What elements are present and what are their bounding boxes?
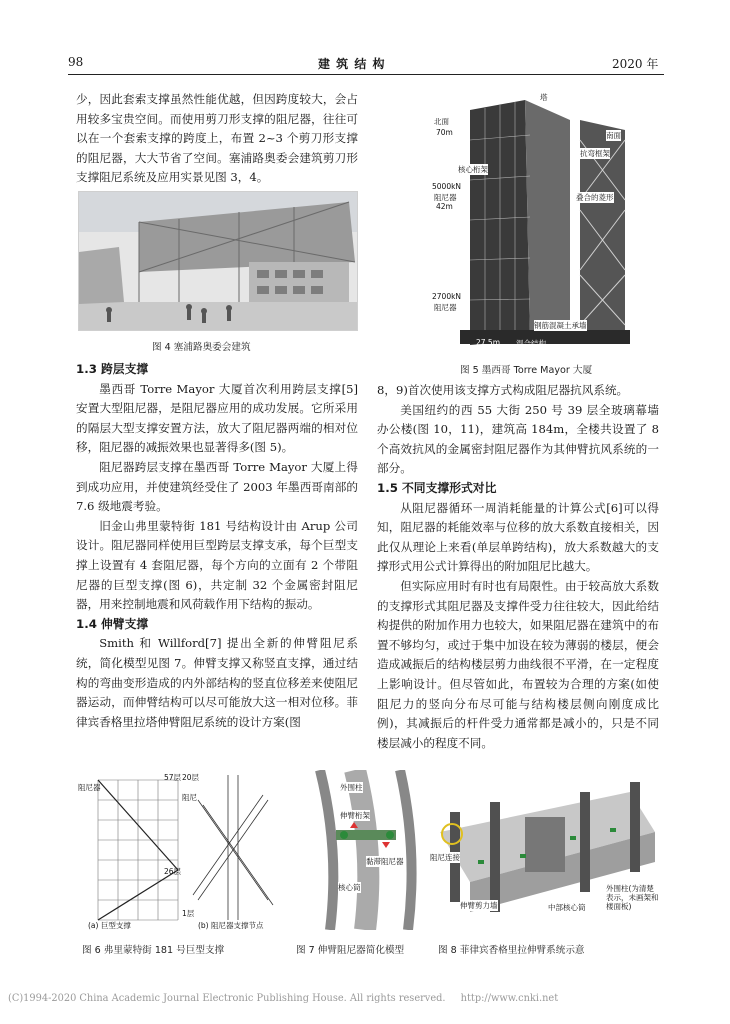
fig7-label-damper: 黏滞阻尼器 bbox=[366, 857, 404, 866]
fig6-subcaption-a: (a) 巨型支撑 bbox=[88, 921, 131, 930]
header-rule bbox=[68, 74, 664, 75]
outrigger-model-drawing bbox=[300, 770, 424, 930]
intro-paragraph: 少，因此套索支撑虽然性能优越，但因跨度较大，会占用较多宝贵空间。而使用剪刀形支撑的阻尼器，往往可以在一个套索支撑的跨度上，布置 2~3 个剪刀形支撑的阻尼器，大大节省了空间。塞浦路奥委会建筑剪刀形支撑阻尼系统及应用实景见图 3，4。 bbox=[76, 92, 358, 185]
copyright-footer bbox=[8, 993, 558, 1004]
fig6-label-57f: 57层 bbox=[164, 773, 182, 782]
figure-5-caption: 图 5 墨西哥 Torre Mayor 大厦 bbox=[460, 365, 593, 376]
building-photo bbox=[79, 192, 357, 330]
section-1-4-title: 1.4 伸臂支撑 bbox=[76, 616, 149, 631]
fig8-label-outrigger-wall: 伸臂剪力墙 bbox=[460, 901, 498, 910]
fig6-label-20f: 20层 bbox=[182, 773, 200, 782]
fig5-label-diamond: 叠合的菱形 bbox=[576, 193, 614, 202]
fig6-label-damper: 阻尼器 bbox=[78, 783, 101, 792]
fig6-subcaption-b: (b) 阻尼器支撑节点 bbox=[198, 921, 264, 930]
paragraph-continued: 8，9)首次使用该支撑方式构成阻尼器抗风系统。 bbox=[377, 383, 629, 397]
fig5-label-south: 南面 bbox=[606, 131, 621, 140]
cnki-url[interactable]: http://www.cnki.net bbox=[460, 993, 559, 1004]
fig7-label-core: 核心筒 bbox=[338, 883, 361, 892]
figure-7-diagram bbox=[300, 770, 424, 930]
figure-7-caption: 图 7 伸臂阻尼器简化模型 bbox=[296, 945, 405, 956]
left-column-top bbox=[76, 90, 358, 188]
figure-8-diagram bbox=[430, 772, 660, 932]
fig7-label-outer-column: 外围柱 bbox=[340, 783, 363, 792]
section-1-5-title: 1.5 不同支撑形式对比 bbox=[377, 480, 497, 495]
fig5-label-h27-5: 27.5m bbox=[476, 338, 501, 347]
fig5-label-bracing-frame: 抗弯框架 bbox=[580, 149, 610, 158]
figure-4-photo bbox=[78, 191, 358, 331]
fig5-label-h70: 70m bbox=[436, 128, 453, 137]
figure-4-caption: 图 4 塞浦路奥委会建筑 bbox=[152, 342, 251, 353]
fig5-label-5000kn: 5000kN bbox=[432, 182, 462, 191]
paragraph-1-4: Smith 和 Willford[7] 提出全新的伸臂阻尼系统，简化模型见图 7。伸臂支撑又称竖直支撑，通过结构的弯曲变形造成的内外部结构的竖直位移差来使阻尼器运动，而伸臂结构可以尽可能放大这一相对位移。菲律宾香格里拉塔伸臂阻尼系统的设计方案(图 bbox=[76, 636, 358, 729]
paragraph-1-3-a: 墨西哥 Torre Mayor 大厦首次利用跨层支撑[5]安置大型阻尼器，是阻尼器应用的成功发展。它所采用的隔层大型支撑安置方法，放大了阻尼器两端的相对位移，阻尼器的减振效果也显著得多(图 5)。 bbox=[76, 381, 358, 455]
fig5-label-damper-b: 阻尼器 bbox=[434, 303, 457, 312]
fig5-label-damper-a: 阻尼器 bbox=[434, 193, 457, 202]
fig6-label-beam: 阻尼 bbox=[182, 793, 197, 802]
fig6-label-1f: 1层 bbox=[182, 909, 195, 918]
paragraph-1-5-b: 但实际应用时有时也有局限性。由于较高放大系数的支撑形式其阻尼器及支撑件受力往往较大，因此给结构提供的附加作用力也较大，如果阻尼器在建筑中的布置不够均匀，或过于集中加设在较为薄弱的楼层，便会造成减振后的结构楼层剪力曲线很不平滑，在一定程度上影响设计。但尽管如此，布置较为合理的方案(如使阻尼力的竖向分布尽可能与结构楼层侧向刚度成比例)，其减振后的杆件受力通常都是减小的，只是不同楼层减小的程度不同。 bbox=[377, 578, 659, 750]
journal-year: 2020 年 bbox=[612, 57, 659, 71]
figure-6-caption: 图 6 弗里蒙特街 181 号巨型支撑 bbox=[82, 945, 225, 956]
fig8-label-damper-node: 阻尼连接 bbox=[430, 853, 460, 862]
figure-8-caption: 图 8 菲律宾香格里拉伸臂系统示意 bbox=[438, 945, 585, 956]
fig7-label-outrigger: 伸臂桁架 bbox=[340, 811, 370, 820]
page-number: 98 bbox=[68, 55, 84, 69]
fig5-label-steel-concrete: 钢筋混凝土承墙 bbox=[534, 321, 587, 330]
section-1-3-title: 1.3 跨层支撑 bbox=[76, 362, 149, 376]
left-column-body bbox=[76, 360, 358, 732]
fig5-label-core-truss: 核心桁架 bbox=[458, 165, 488, 174]
paragraph-1-3-c: 旧金山弗里蒙特街 181 号结构设计由 Arup 公司设计。阻尼器同样使用巨型跨层支撑支承，每个巨型支撑上设置有 4 套阻尼器，每个方向的立面有 2 个带阻尼器的巨型支撑(图 6)，共定制 32 个金属密封阻尼器，用来控制地震和风荷载作用下结构的振动。 bbox=[76, 518, 358, 612]
fig5-label-tower: 塔 bbox=[540, 93, 548, 102]
fig5-label-h42: 42m bbox=[436, 202, 453, 211]
fig5-label-north: 北面 bbox=[434, 117, 449, 126]
fig5-label-2700kn: 2700kN bbox=[432, 292, 462, 301]
paragraph-ny-building: 美国纽约的西 55 大街 250 号 39 层全玻璃幕墙办公楼(图 10，11)，建筑高 184m，全楼共设置了 8 个高效抗风的金属密封阻尼器作为其伸臂抗风系统的一部分。 bbox=[377, 402, 659, 476]
right-column-body bbox=[377, 381, 659, 753]
figure-6-diagram bbox=[78, 770, 296, 932]
paragraph-1-3-b: 阻尼器跨层支撑在墨西哥 Torre Mayor 大厦上得到成功应用，并使建筑经受住了 2003 年墨西哥南部的 7.6 级地震考验。 bbox=[76, 459, 358, 514]
paragraph-1-5-a: 从阻尼器循环一周消耗能量的计算公式[6]可以得知，阻尼器的耗能效率与位移的放大系数直接相关，因此仅从理论上来看(单层单跨结构)，放大系数越大的支撑形式用公式计算得出的附加阻尼比越大。 bbox=[377, 500, 659, 574]
fig5-label-composite: 混合结构 bbox=[516, 339, 546, 348]
fig8-label-core: 中部核心筒 bbox=[548, 903, 586, 912]
fig6-label-26f: 26层 bbox=[164, 867, 182, 876]
fig8-label-outer-column: 外围柱(为清楚表示，未画架和楼面板) bbox=[606, 884, 659, 911]
copyright-text: (C)1994-2020 China Academic Journal Electronic Publishing House. All rights reserved. bbox=[8, 993, 446, 1004]
journal-title: 建 筑 结 构 bbox=[318, 57, 386, 71]
figure-5-diagram bbox=[430, 90, 640, 352]
